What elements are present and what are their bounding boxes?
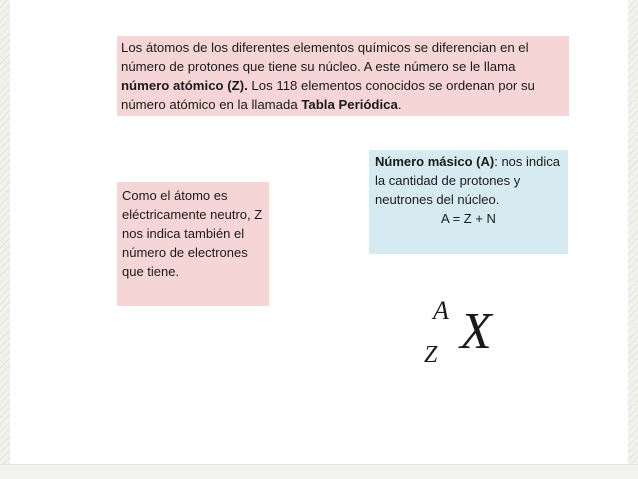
mass-number-term: Número másico (A) bbox=[375, 154, 495, 169]
intro-text-part3: . bbox=[397, 97, 402, 112]
intro-periodic-table-term: Tabla Periódica bbox=[301, 97, 398, 112]
bottom-band bbox=[0, 464, 638, 479]
intro-text-part2: Los 118 elementos conocidos se ordenan por su número atómico en la llamada bbox=[121, 78, 535, 112]
intro-atomic-number-term: número atómico (Z). bbox=[121, 78, 248, 93]
electron-note-text: Como el átomo es eléctricamente neutro, Z nos indica también el número de electrones que tiene. bbox=[122, 188, 263, 279]
mass-number-symbol-superscript: A bbox=[433, 296, 449, 325]
electron-note-box bbox=[117, 182, 269, 306]
intro-text-part1: Los átomos de los diferentes elementos químicos se diferencian en el número de protones que tiene su núcleo. A este número se le llama bbox=[121, 40, 529, 74]
mass-number-formula: A = Z + N bbox=[441, 211, 496, 226]
mass-number-box bbox=[369, 150, 568, 254]
left-decorative-border bbox=[0, 0, 10, 479]
mass-number-description: : nos indica la cantidad de protones y neutrones del núcleo. bbox=[375, 154, 560, 207]
mass-number-symbol: A bbox=[480, 154, 490, 169]
right-decorative-border bbox=[628, 0, 638, 479]
intro-text-box bbox=[117, 36, 569, 116]
nuclide-notation bbox=[410, 292, 530, 388]
atomic-number-symbol-subscript: Z bbox=[424, 342, 438, 368]
element-symbol: X bbox=[460, 303, 492, 360]
